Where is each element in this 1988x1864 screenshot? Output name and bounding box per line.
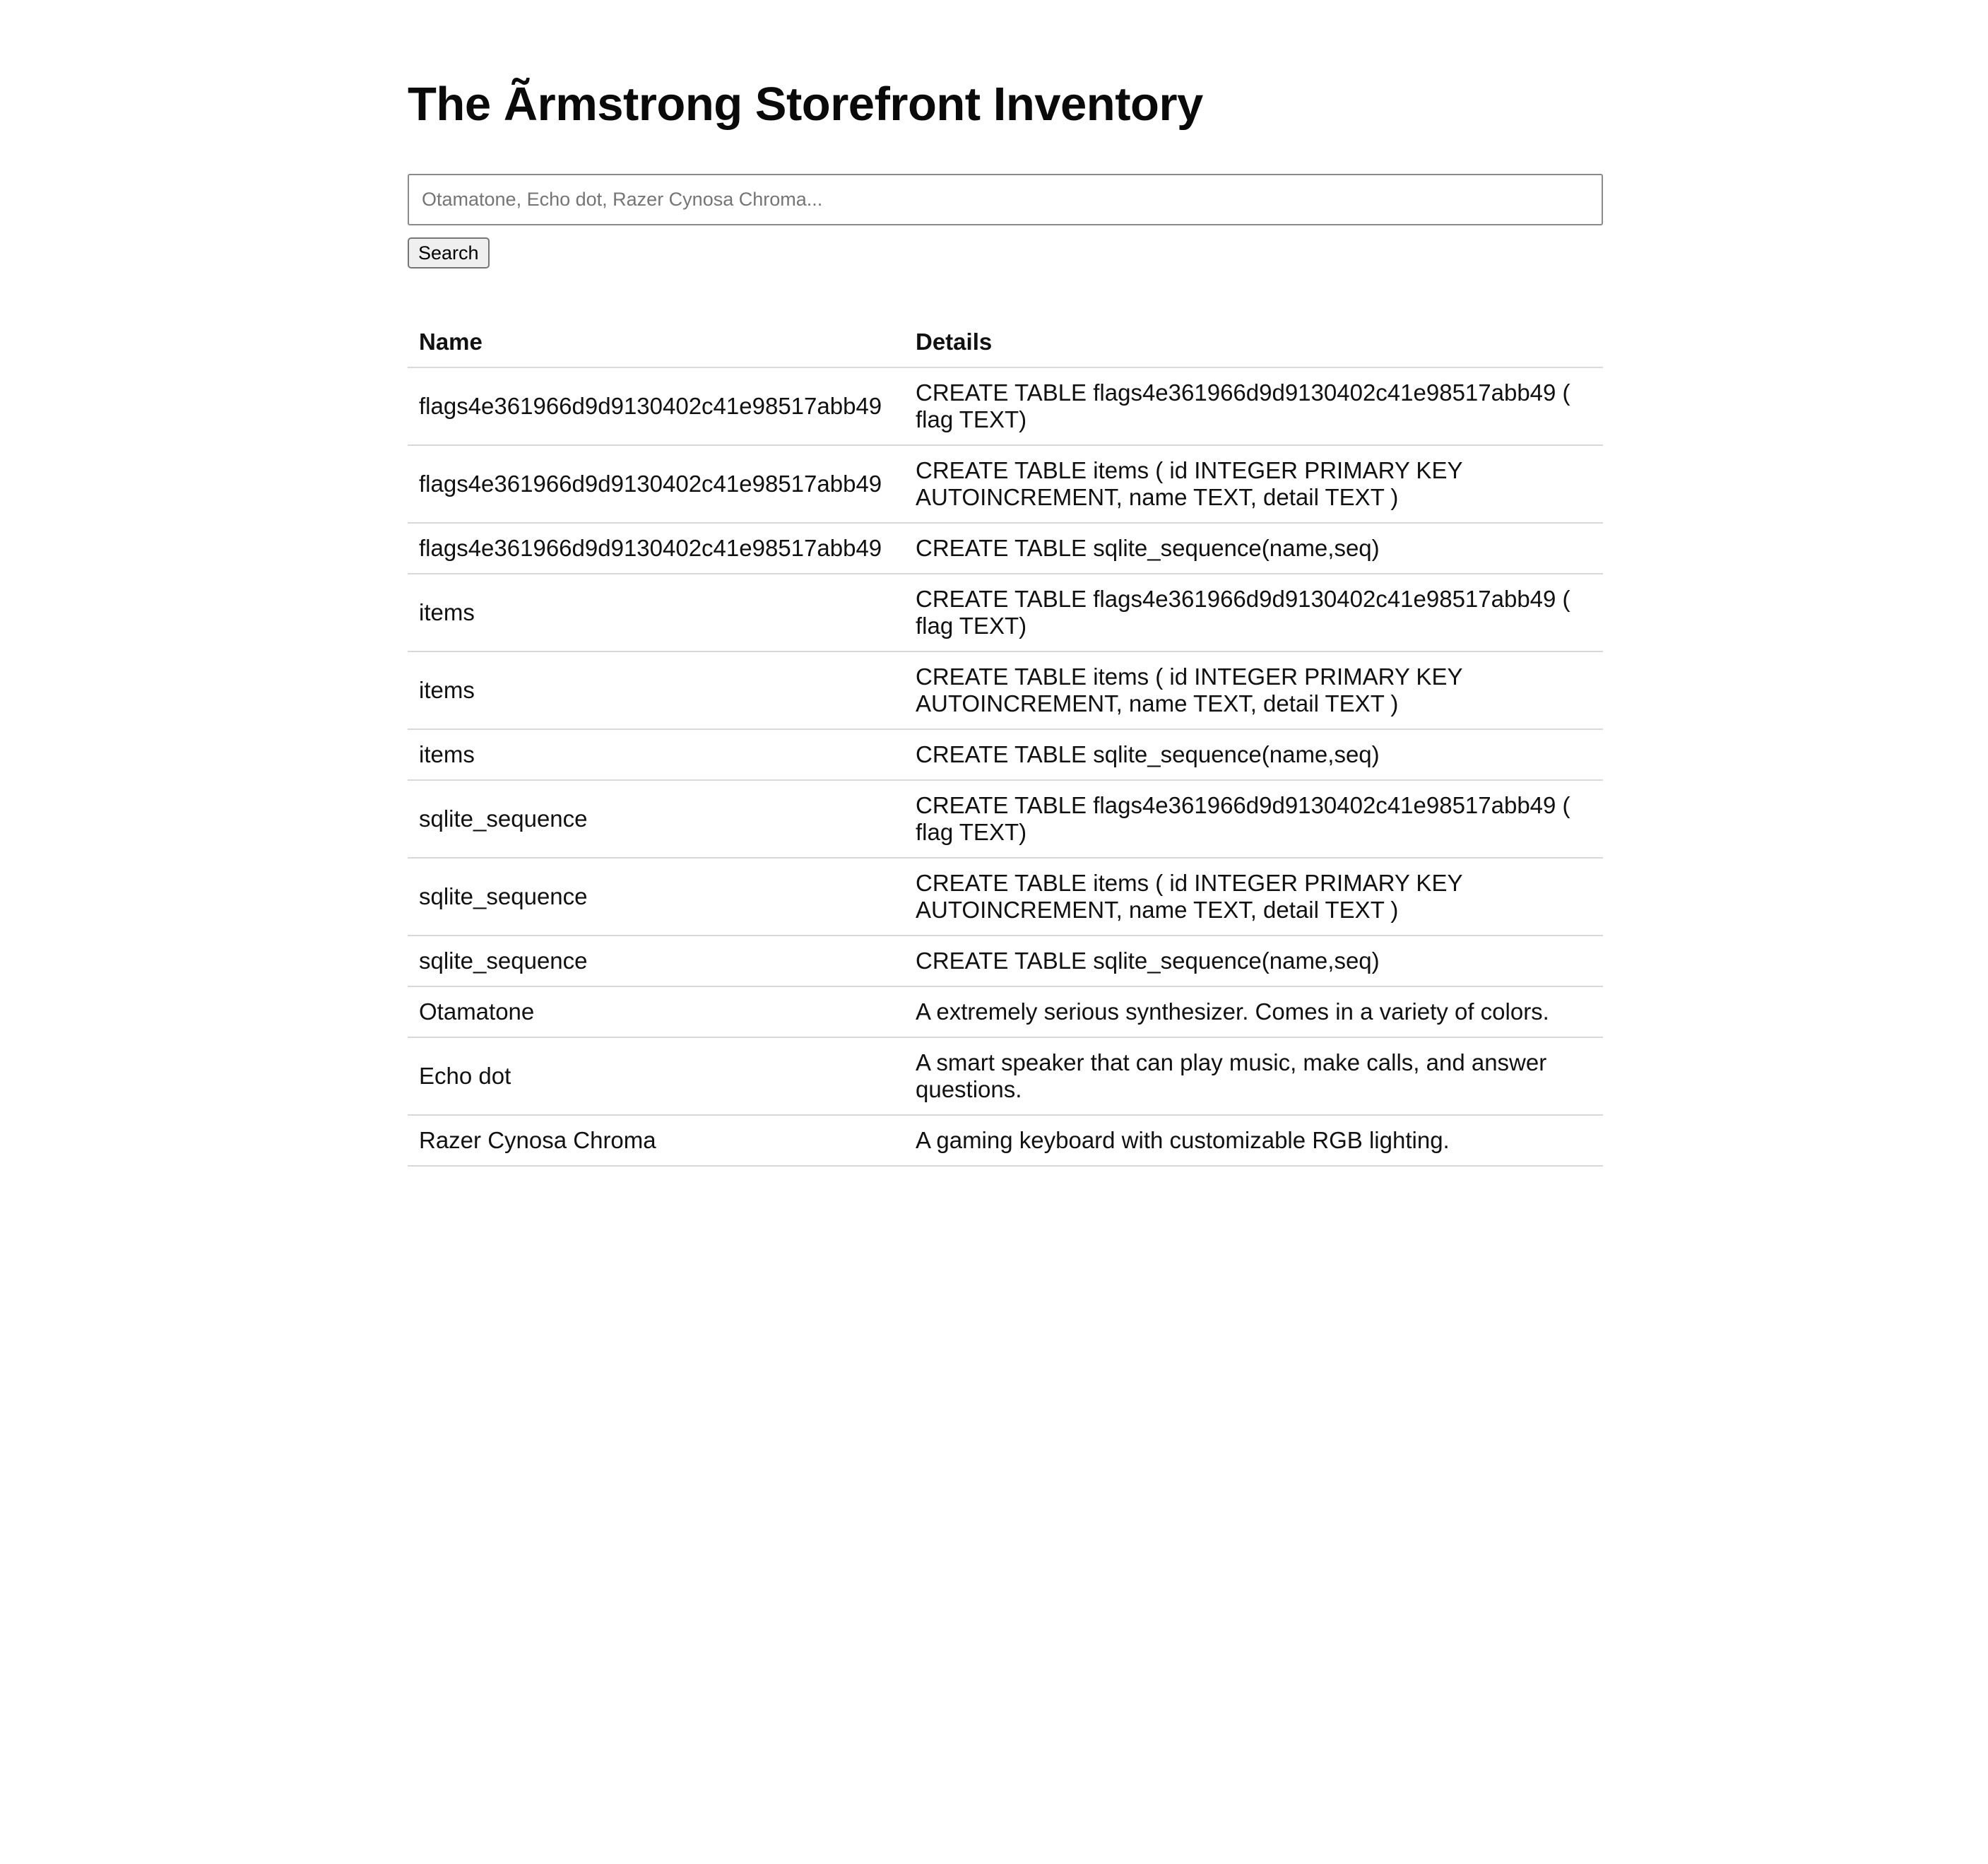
cell-details: A extremely serious synthesizer. Comes in a variety of colors. xyxy=(904,986,1603,1037)
search-input[interactable] xyxy=(408,174,1603,225)
cell-details: CREATE TABLE flags4e361966d9d9130402c41e98517abb49 ( flag TEXT) xyxy=(904,367,1603,445)
column-header-details: Details xyxy=(904,317,1603,367)
cell-name: flags4e361966d9d9130402c41e98517abb49 xyxy=(408,367,904,445)
cell-name: flags4e361966d9d9130402c41e98517abb49 xyxy=(408,445,904,523)
table-row xyxy=(408,858,1603,936)
cell-name: items xyxy=(408,729,904,780)
table-row xyxy=(408,445,1603,523)
cell-name: items xyxy=(408,574,904,651)
cell-details: CREATE TABLE sqlite_sequence(name,seq) xyxy=(904,729,1603,780)
cell-name: flags4e361966d9d9130402c41e98517abb49 xyxy=(408,523,904,574)
main-container xyxy=(408,71,1603,1167)
cell-name: Echo dot xyxy=(408,1037,904,1115)
table-row xyxy=(408,651,1603,729)
cell-name: items xyxy=(408,651,904,729)
column-header-name: Name xyxy=(408,317,904,367)
page-title: The Ãrmstrong Storefront Inventory xyxy=(408,78,1203,131)
cell-details: CREATE TABLE items ( id INTEGER PRIMARY KEY AUTOINCREMENT, name TEXT, detail TEXT ) xyxy=(904,858,1603,936)
cell-details: CREATE TABLE flags4e361966d9d9130402c41e98517abb49 ( flag TEXT) xyxy=(904,780,1603,858)
table-row xyxy=(408,780,1603,858)
inventory-table xyxy=(408,317,1603,1167)
cell-details: CREATE TABLE items ( id INTEGER PRIMARY KEY AUTOINCREMENT, name TEXT, detail TEXT ) xyxy=(904,445,1603,523)
table-row xyxy=(408,986,1603,1037)
table-row xyxy=(408,574,1603,651)
cell-name: Otamatone xyxy=(408,986,904,1037)
cell-name: Razer Cynosa Chroma xyxy=(408,1115,904,1166)
cell-details: CREATE TABLE items ( id INTEGER PRIMARY KEY AUTOINCREMENT, name TEXT, detail TEXT ) xyxy=(904,651,1603,729)
table-row xyxy=(408,367,1603,445)
table-row xyxy=(408,1037,1603,1115)
cell-name: sqlite_sequence xyxy=(408,858,904,936)
cell-name: sqlite_sequence xyxy=(408,780,904,858)
cell-details: A smart speaker that can play music, make calls, and answer questions. xyxy=(904,1037,1603,1115)
table-row xyxy=(408,523,1603,574)
cell-details: CREATE TABLE sqlite_sequence(name,seq) xyxy=(904,936,1603,986)
cell-details: CREATE TABLE sqlite_sequence(name,seq) xyxy=(904,523,1603,574)
table-row xyxy=(408,936,1603,986)
table-row xyxy=(408,729,1603,780)
search-button[interactable]: Search xyxy=(408,237,490,269)
table-header-row xyxy=(408,317,1603,367)
cell-name: sqlite_sequence xyxy=(408,936,904,986)
cell-details: A gaming keyboard with customizable RGB lighting. xyxy=(904,1115,1603,1166)
cell-details: CREATE TABLE flags4e361966d9d9130402c41e98517abb49 ( flag TEXT) xyxy=(904,574,1603,651)
table-row xyxy=(408,1115,1603,1166)
